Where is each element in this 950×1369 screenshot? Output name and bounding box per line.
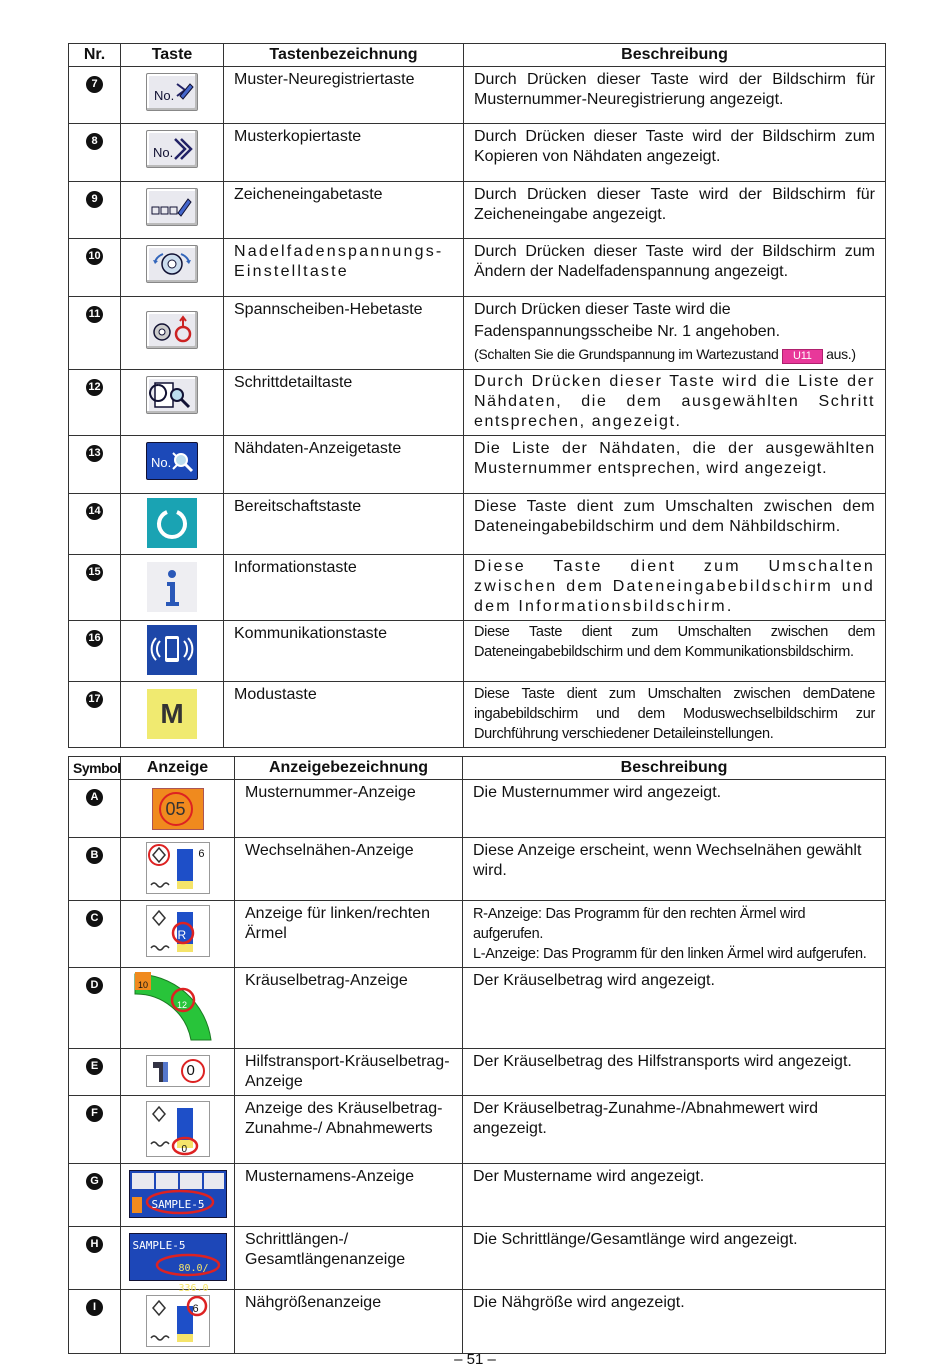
indicator-name: Musternummer-Anzeige [235, 780, 463, 838]
table-row [69, 124, 886, 182]
header-taste: Taste [121, 44, 224, 67]
row-number: 11 [86, 306, 103, 323]
table-header-row [69, 757, 886, 780]
header-symbol: Symbol [69, 757, 121, 780]
key-name: Kommunikationstaste [224, 621, 464, 682]
table-row [69, 297, 886, 370]
key-note [474, 346, 856, 362]
row-number: 13 [86, 445, 103, 462]
row-symbol: I [86, 1299, 103, 1316]
pattern-new-register-icon [146, 73, 198, 111]
sewing-data-display-icon [146, 442, 198, 480]
indicator-name: Kräuselbetrag-Anzeige [235, 968, 463, 1049]
key-name: Musterkopiertaste [224, 124, 464, 182]
header-anzeigebezeichnung: Anzeigebezeichnung [235, 757, 463, 780]
table-row [69, 239, 886, 297]
sewing-size-display-icon [146, 1295, 210, 1347]
character-input-icon [146, 188, 198, 226]
table-row [69, 370, 886, 436]
table-row [69, 1096, 886, 1164]
indicator-description: Der Kräuselbetrag des Hilfstransports wird angezeigt. [463, 1049, 886, 1096]
key-name: Informationstaste [224, 555, 464, 621]
indicator-description: Diese Anzeige erscheint, wenn Wechselnähen gewählt wird. [463, 838, 886, 901]
key-name: Muster-Neuregistriertaste [224, 67, 464, 124]
indicator-name: Anzeige für linken/rechten Ärmel [235, 901, 463, 968]
key-description: Diese Taste dient zum Umschalten zwischen dem Dateneingabebildschirm und dem Informationsbildschirm. [464, 555, 886, 621]
key-name: Schrittdetailtaste [224, 370, 464, 436]
row-number: 7 [86, 76, 103, 93]
header-nr: Nr. [69, 44, 121, 67]
row-number: 15 [86, 564, 103, 581]
indicator-description: Der Kräuselbetrag wird angezeigt. [463, 968, 886, 1049]
gathering-amount-display-icon [131, 970, 215, 1042]
step-total-length-display-icon [129, 1233, 227, 1294]
key-description-text: Durch Drücken dieser Taste wird die Fadenspannungsscheibe Nr. 1 angehoben. [474, 301, 781, 340]
svg-text:No.: No. [151, 455, 172, 470]
row-number: 10 [86, 248, 103, 265]
alternate-sewing-label: 6 [198, 848, 205, 860]
key-description: Durch Drücken dieser Taste wird der Bildschirm für Musternummer-Neuregistrierung angezeigt. [464, 67, 886, 124]
table-row [69, 67, 886, 124]
alternate-sewing-display-icon [146, 842, 210, 894]
indicator-description: Die Nähgröße wird angezeigt. [463, 1290, 886, 1354]
key-name: Bereitschaftstaste [224, 494, 464, 555]
table-row [69, 901, 886, 968]
indicator-description: Die Schrittlänge/Gesamtlänge wird angezeigt. [463, 1227, 886, 1290]
pattern-name-display-icon [129, 1170, 227, 1218]
ready-icon [147, 498, 197, 548]
table-row [69, 494, 886, 555]
row-symbol: F [86, 1105, 103, 1122]
row-number: 9 [86, 191, 103, 208]
table-row [69, 968, 886, 1049]
table-row [69, 621, 886, 682]
step-total-length-value: 80.0/ 336.0 [178, 1263, 209, 1294]
key-name: Zeicheneingabetaste [224, 182, 464, 239]
table-row [69, 838, 886, 901]
indicator-description: Die Musternummer wird angezeigt. [463, 780, 886, 838]
row-number: 8 [86, 133, 103, 150]
key-description: Diese Taste dient zum Umschalten zwischen demDatene ingabebildschirm und dem Moduswechselbildschirm zur Durchführung verschiedener Detaileinstellungen. [464, 682, 886, 748]
row-number: 17 [86, 691, 103, 708]
table-row [69, 682, 886, 748]
gathering-value-label: 12 [177, 1000, 188, 1010]
row-symbol: G [86, 1173, 103, 1190]
auxiliary-feed-display-icon [146, 1055, 210, 1087]
indicator-name: Schrittlängen-/ Gesamtlängenanzeige [235, 1227, 463, 1290]
key-description: Die Liste der Nähdaten, die der ausgewählten Musternummer entsprechen, wird angezeigt. [464, 436, 886, 494]
table-row [69, 780, 886, 838]
note-text: (Schalten Sie die Grundspannung im Wartezustand [474, 346, 779, 362]
table-row [69, 182, 886, 239]
mode-icon: M [147, 689, 197, 739]
row-number: 16 [86, 630, 103, 647]
row-symbol: D [86, 977, 103, 994]
indicator-name: Hilfstransport-Kräuselbetrag-Anzeige [235, 1049, 463, 1096]
pattern-number-value: 05 [159, 792, 193, 826]
pattern-name-value: SAMPLE-5 [151, 1198, 205, 1211]
key-description: Durch Drücken dieser Taste wird die Liste der Nähdaten, die dem ausgewählten Schritt entsprechen, angezeigt. [464, 370, 886, 436]
key-description: Durch Drücken dieser Taste wird der Bildschirm zum Kopieren von Nähdaten angezeigt. [464, 124, 886, 182]
key-name: Spannscheiben-Hebetaste [224, 297, 464, 370]
key-name: Nähdaten-Anzeigetaste [224, 436, 464, 494]
button-table [68, 43, 886, 748]
header-beschreibung: Beschreibung [464, 44, 886, 67]
table-row [69, 1164, 886, 1227]
sewing-size-value: 6 [192, 1303, 199, 1315]
indicator-name: Musternamens-Anzeige [235, 1164, 463, 1227]
indicator-table [68, 756, 886, 1354]
row-symbol: E [86, 1058, 103, 1075]
gathering-start-label: 10 [138, 980, 149, 990]
pattern-number-display-icon [152, 788, 204, 830]
table-row [69, 436, 886, 494]
svg-text:No.: No. [153, 145, 174, 160]
needle-thread-tension-icon [146, 245, 198, 283]
key-description: Diese Taste dient zum Umschalten zwischen dem Dateneingabebildschirm und dem Kommunikationsbildschirm. [464, 621, 886, 682]
header-beschreibung: Beschreibung [463, 757, 886, 780]
page-number: – 51 – [454, 1351, 496, 1368]
gathering-increase-decrease-display-icon [146, 1101, 210, 1157]
table-header-row [69, 44, 886, 67]
key-description: Diese Taste dient zum Umschalten zwischen dem Dateneingabebildschirm und dem Nähbildschirm. [464, 494, 886, 555]
key-description: Durch Drücken dieser Taste wird der Bildschirm für Zeicheneingabe angezeigt. [464, 182, 886, 239]
table-row [69, 1227, 886, 1290]
row-number: 14 [86, 503, 103, 520]
row-number: 12 [86, 379, 103, 396]
header-tastenbezeichnung: Tastenbezeichnung [224, 44, 464, 67]
header-anzeige: Anzeige [121, 757, 235, 780]
note-text-end: aus.) [826, 346, 856, 362]
auxiliary-feed-value: 0 [186, 1062, 195, 1079]
information-icon [147, 562, 197, 612]
pattern-copy-icon [146, 130, 198, 168]
indicator-name: Wechselnähen-Anzeige [235, 838, 463, 901]
row-symbol: C [86, 910, 103, 927]
key-description [464, 297, 886, 370]
indicator-description-r: R-Anzeige: Das Programm für den rechten Ärmel wird aufgerufen. [473, 906, 806, 942]
table-row [69, 1290, 886, 1354]
svg-text:No.: No. [154, 88, 175, 103]
indicator-description-l: L-Anzeige: Das Programm für den linken Ärmel wird aufgerufen. [473, 946, 867, 962]
indicator-description [463, 901, 886, 968]
key-name: Nadelfadenspannungs-Einstelltaste [224, 239, 464, 297]
table-row [69, 555, 886, 621]
indicator-description: Der Mustername wird angezeigt. [463, 1164, 886, 1227]
key-name: Modustaste [224, 682, 464, 748]
indicator-name: Nähgrößenanzeige [235, 1290, 463, 1354]
key-description: Durch Drücken dieser Taste wird der Bildschirm zum Ändern der Nadelfadenspannung angezeigt. [464, 239, 886, 297]
u11-badge: U11 [782, 349, 822, 364]
row-symbol: B [86, 847, 103, 864]
sleeve-label: R [177, 928, 187, 942]
table-row [69, 1049, 886, 1096]
step-pattern-name: SAMPLE-5 [132, 1239, 186, 1252]
left-right-sleeve-display-icon [146, 905, 210, 957]
row-symbol: H [86, 1236, 103, 1253]
tension-disc-lift-icon [146, 311, 198, 349]
increase-decrease-value: 0 [181, 1144, 188, 1155]
step-detail-icon [146, 376, 198, 414]
indicator-description: Der Kräuselbetrag-Zunahme-/Abnahmewert wird angezeigt. [463, 1096, 886, 1164]
row-symbol: A [86, 789, 103, 806]
indicator-name: Anzeige des Kräuselbetrag-Zunahme-/ Abnahmewerts [235, 1096, 463, 1164]
communication-icon [147, 625, 197, 675]
